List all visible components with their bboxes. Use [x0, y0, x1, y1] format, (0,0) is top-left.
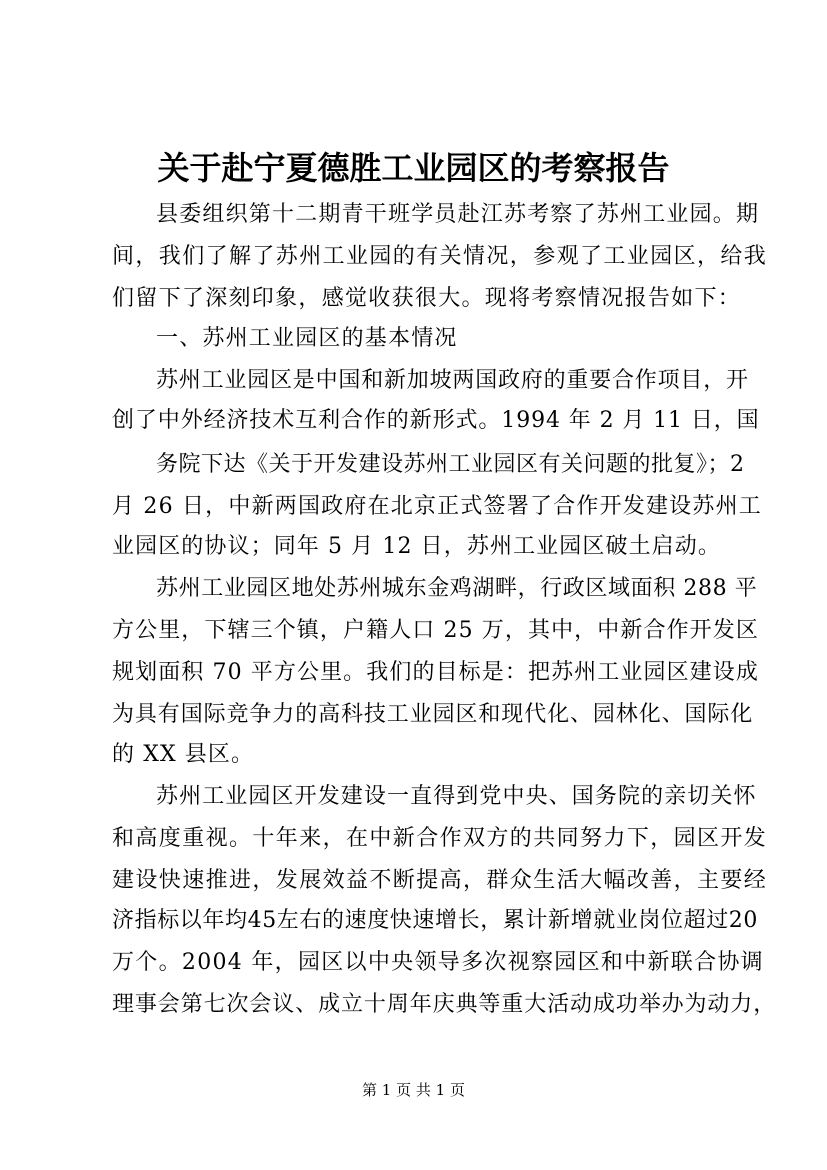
paragraph-line: 创了中外经济技术互利合作的新形式。1994 年 2 月 11 日，国 [112, 408, 760, 433]
paragraph-line: 间，我们了解了苏州工业园的有关情况，参观了工业园区，给我 [112, 244, 768, 269]
paragraph-line: 苏州工业园区地处苏州城东金鸡湖畔，行政区域面积 288 平 [156, 576, 758, 601]
paragraph-line: 理事会第七次会议、成立十周年庆典等重大活动成功举办为动力， [112, 992, 777, 1017]
paragraph-line: 业园区的协议；同年 5 月 12 日，苏州工业园区破土启动。 [112, 534, 721, 559]
document-title: 关于赴宁夏德胜工业园区的考察报告 [157, 149, 670, 187]
paragraph-line: 县委组织第十二期青干班学员赴江苏考察了苏州工业园。期 [156, 202, 760, 227]
paragraph-line: 济指标以年均45左右的速度快速增长，累计新增就业岗位超过20 [112, 908, 758, 933]
paragraph-line: 建设快速推进，发展效益不断提高，群众生活大幅改善，主要经 [112, 868, 768, 893]
paragraph-line: 为具有国际竞争力的高科技工业园区和现代化、园林化、国际化 [112, 702, 754, 727]
paragraph-line: 和高度重视。十年来，在中新合作双方的共同努力下，园区开发 [112, 826, 768, 851]
paragraph-line: 苏州工业园区开发建设一直得到党中央、国务院的亲切关怀 [156, 784, 757, 809]
paragraph-line: 规划面积 70 平方公里。我们的目标是：把苏州工业园区建设成 [112, 660, 759, 685]
paragraph-line: 苏州工业园区是中国和新加坡两国政府的重要合作项目，开 [156, 368, 749, 393]
paragraph-line: 们留下了深刻印象，感觉收获很大。现将考察情况报告如下： [112, 286, 742, 311]
paragraph-line: 的 XX 县区。 [112, 742, 255, 767]
paragraph-line: 万个。2004 年，园区以中央领导多次视察园区和中新联合协调 [112, 950, 764, 975]
paragraph-line: 月 26 日，中新两国政府在北京正式签署了合作开发建设苏州工 [112, 494, 762, 519]
paragraph-line: 方公里，下辖三个镇，户籍人口 25 万，其中，中新合作开发区 [112, 618, 759, 643]
page-footer: 第 1 页 共 1 页 [362, 1081, 465, 1099]
section-heading: 一、苏州工业园区的基本情况 [156, 326, 458, 351]
paragraph-line: 务院下达《关于开发建设苏州工业园区有关问题的批复》；2 [156, 452, 745, 477]
